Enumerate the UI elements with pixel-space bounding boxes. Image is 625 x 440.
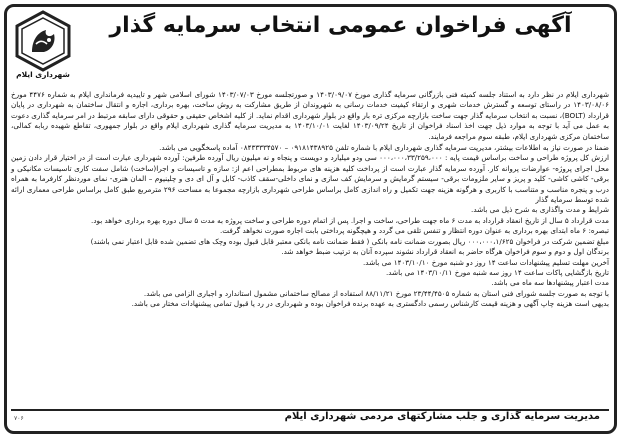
footer-signature: مدیریت سرمایه گذاری و جلب مشارکتهای مردمی شهرداری ایلام [284, 411, 600, 422]
paragraph-winners: برندگان اول و دوم و سوم فراخوان هرگاه حاضر به انعقاد قرارداد نشوند سپرده آنان به ترتیب ضبط خواهد شد. [281, 247, 609, 257]
logo-caption: شهرداری ایلام [16, 70, 70, 79]
announcement-body [11, 90, 609, 310]
paragraph-guarantee: مبلغ تضمین شرکت در فراخوان ۰۰۰،۰۰۰،۱/۶۲۵ ریال بصورت ضمانت نامه بانکی ( فقط ضمانت نامه بانکی معتبر قابل قبول بوده وچک های تضمین شده قابل اعتبار نمی باشند) [90, 236, 609, 246]
paragraph-materials: با توجه به صورت جلسه شورای فنی استان به شماره ۲۳/۴۴/۴۵۰۵ مورخ ۸۸/۱۱/۲۱ استفاده از مصالح ساختمانی مشمول استاندارد و اجباری الزامی می باشد. [143, 288, 609, 298]
page-title: آگهی فراخوان عمومی انتخاب سرمایه گذار [109, 13, 572, 38]
paragraph-intro: شهرداری ایلام در نظر دارد به استناد جلسه کمیته فنی بازرگانی سرمایه گذاری مورخ ۱۴۰۳/۰۹/۰۷ و صورتجلسه مورخ ۱۴۰۳/۰۷/۰۳ شورای اسلامی شهر و تاییدیه فرمانداری ایلام به شماره ۴۴۷۶ مورخ ۱۴۰۳/۰۸/۰۶ در راستای توسعه و گسترش خدمات شهری و ارتقاء کیفیت خدمات رسانی به شهروندان از طریق مشارکت به روش ساخت، بهره برداری، اجاره و انتقال ساختمان به شهرداری در پایان قرارداد (BOLT)، نسبت به انتخاب سرمایه گذار جهت ساخت بازارچه مرکزی تره بار واقع در بلوار شهرداری اقدام نماید. از کلیه اشخاص حقیقی و حقوقی دارای سابقه مرتبط در امر سرمایه گذاری دعوت به عمل می آید با توجه به موارد ذیل جهت اخذ اسناد فراخوان از تاریخ ۱۴۰۳/۰۹/۲۴ لغایت ۱۴۰۳/۱۰/۰۱ به مدیریت سرمایه گذاری شهرداری ایلام واقع در بلوار جمهوری، تقاطع شهیده ربابه کمالی، ساختمان مرکزی شهرداری ایلام، طبقه سوم مراجعه فرمایند. [11, 90, 609, 141]
paragraph-contract-term: مدت قرارداد ۵ سال از تاریخ انعقاد قرارداد به مدت ۶ ماه جهت طراحی، ساخت و اجرا. پس از اتمام دوره طراحی و ساخت پروژه به مدت ۵ سال دوره بهره برداری خواهد بود. [91, 215, 609, 225]
page-number: ۷۰۶ [14, 415, 24, 422]
paragraph-note: تبصره: ۶ ماه ابتدای بهره برداری به عنوان دوره انتظار و تنفس تلقی می گردد و هیچگونه پرداختی بابت اجاره صورت نخواهد گرفت. [220, 226, 609, 236]
paragraph-validity: مدت اعتبار پیشنهادها سه ماه می باشد. [491, 278, 609, 288]
paragraph-project-value: ارزش کل پروژه طراحی و ساخت براساس قیمت پایه : ۰۰۰،۰۰۰،۳۳/۲۵۹،۰۰۰ سی ودو میلیارد و دویست و پنجاه و نه میلیون ریال آورده طرفین: آورده شهرداری عبارت است از در اختیار قرار دادن زمین محل اجرای پروژه- عوارضات پروانه کار. آورده سرمایه گذار عبارت است از پرداخت کلیه هزینه های مربوط بمطراحی اعم از: سازه و تاسیسات و اجرا(ساخت) شامل سفت کاری تاسیسات مکانیکی و برقی- کاشی کاشی- کلید و پریز و سایر ملزومات برقی- سیستم گرمایش و سرمایش کف سازی و نمای داخلی-سقف کاذب- کابل و آل ای دی و چلینیوم – المان هنری- نمای موردنظر کارفرما به همراه درب و پنجره مناسب و متناسب با کاربری و هرگونه هزینه جهت تکمیل و راه اندازی کامل براساس طراحی شهرداری بازارچه مجموعا به مساحت ۲۹۶ مترمربع طبق کامل براساس طراحی معماری ارائه شده توسط سرمایه گذار [11, 153, 609, 205]
paragraph-opening-date: تاریخ بازگشایی پاکات ساعت ۱۴ روز سه شنبه مورخ ۱۴۰۳/۱۰/۱۱ می باشد. [385, 267, 609, 277]
paragraph-conditions-heading: شرایط و مدت واگذاری به شرح ذیل می باشد. [471, 205, 609, 215]
paragraph-costs: بدیهی است هزینه چاپ آگهی و هزینه قیمت کارشناس رسمی دادگستری به عهده برنده فراخوان بوده و شهرداری در رد یا قبول تمامی پیشنهادات مختار می باشد. [131, 299, 609, 309]
paragraph-contact: ضمنا در صورت نیاز به اطلاعات بیشتر، مدیریت سرمایه گذاری شهرداری ایلام با شماره تلفن ۰۹۱۸۱۴۳۸۹۲۵ – ۰۸۴۳۳۳۳۴۵۷۰ آماده پاسخگویی می باشد. [159, 143, 609, 153]
ilam-municipality-logo-icon [14, 10, 72, 72]
paragraph-deadline: آخرین مهلت تسلیم پیشنهادات ساعت ۱۴ روز دو شنبه مورخ ۱۴۰۳/۱۰/۱۰ می باشد. [363, 257, 609, 267]
